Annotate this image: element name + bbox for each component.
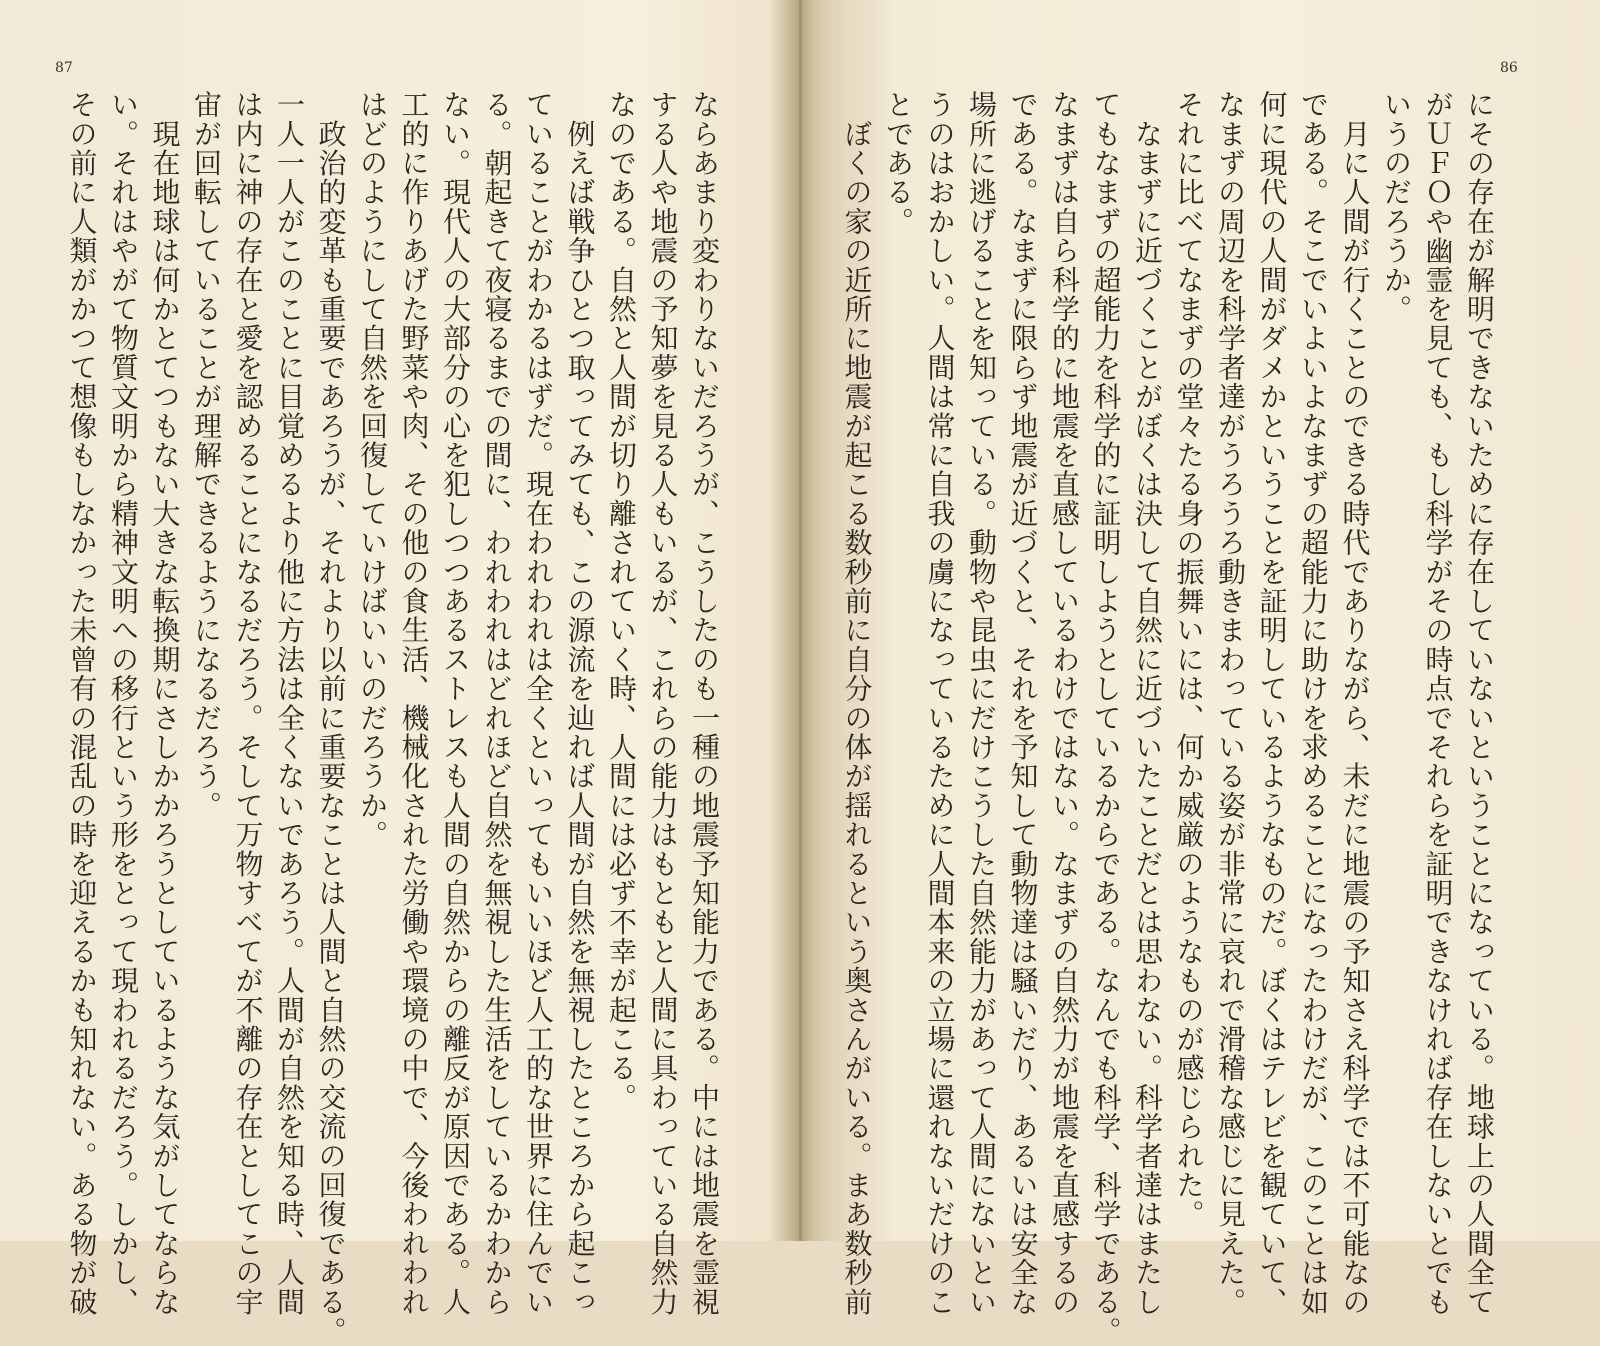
text-line: なのである。自然と人間が切り離されていく時、人間には必ず不幸が起こる。	[605, 90, 638, 1112]
text-line: なまずは自ら科学的に地震を直感しているわけではない。なまずの自然力が地震を直感するの	[1048, 90, 1081, 1317]
body-text	[836, 90, 1500, 1346]
text-line: ていることがわかるはずだ。現在われわれは全くといってもいいほど人工的な世界に住んでい	[522, 90, 555, 1317]
text-line: ならあまり変わりないだろうが、こうしたのも一種の地震予知能力である。中には地震を霊視	[688, 90, 721, 1317]
text-line: 一人一人がこのことに目覚めるより他に方法は全くないであろう。人間が自然を知る時、人間	[273, 90, 306, 1317]
page-number: 87	[55, 60, 73, 76]
text-line: は内に神の存在と愛を認めることになるだろう。そして万物すべてが不離の存在としてこの宇	[231, 90, 265, 1317]
text-line: である。なまずに限らず地震が近づくと、それを予知して動物達は騒いだり、あるいは安全な	[1006, 90, 1040, 1317]
text-line: 現在地球は何かとてつもない大きな転換期にさしかかろうとしているような気がしてならな	[148, 90, 182, 1317]
text-line: する人や地震の予知夢を見る人もいるが、これらの能力はもともと人間に具わっている自然力	[646, 90, 680, 1317]
text-line: 場所に逃げることを知っている。動物や昆虫にだけこうした自然能力があって人間にないとい	[965, 90, 998, 1317]
text-line: 例えば戦争ひとつ取ってみても、この源流を辿れば人間が自然を無視したところから起こっ	[563, 90, 597, 1317]
text-line: てもなまずの超能力を科学的に証明しようとしているからである。なんでも科学、科学である。	[1089, 90, 1123, 1346]
text-line: 月に人間が行くことのできる時代でありながら、未だに地震の予知さえ科学では不可能なの	[1338, 90, 1372, 1317]
text-line: ぼくの家の近所に地震が起こる数秒前に自分の体が揺れるという奥さんがいる。まあ数秒前	[840, 90, 874, 1317]
text-line: 宙が回転していることが理解できるようになるだろう。	[190, 90, 223, 820]
text-line: はどのようにして自然を回復していけばいいのだろうか。	[356, 90, 389, 850]
text-line: とである。	[882, 90, 915, 236]
text-line: 政治的変革も重要であろうが、それより以前に重要なことは人間と自然の交流の回復である。	[314, 90, 348, 1346]
text-line: それに比べてなまずの堂々たる身の振舞いには、何か威厳のようなものが感じられた。	[1172, 90, 1206, 1229]
right-page	[810, 0, 1600, 1346]
left-page	[0, 0, 790, 1346]
text-line: い。それはやがて物質文明から精神文明への移行という形をとって現われるだろう。しかし、	[107, 90, 140, 1317]
text-line: その前に人類がかつて想像もしなかった未曾有の混乱の時を迎えるかも知れない。ある物が破	[65, 90, 99, 1317]
text-line: にその存在が解明できないために存在していないということになっている。地球上の人間全て	[1463, 90, 1496, 1317]
text-line: ない。現代人の大部分の心を犯しつつあるストレスも人間の自然からの離反が原因である。人	[439, 90, 472, 1317]
body-text	[61, 90, 725, 1346]
text-line: である。そこでいよいよなまずの超能力に助けを求めることになったわけだが、このことは如	[1297, 90, 1330, 1317]
text-line: る。朝起きて夜寝るまでの間に、われわれはどれほど自然を無視した生活をしているかわから	[480, 90, 514, 1317]
text-line: 工的に作りあげた野菜や肉、その他の食生活、機械化された労働や環境の中で、今後われわれ	[397, 90, 431, 1317]
text-line: なまずに近づくことがぼくは決して自然に近づいたことだとは思わない。科学者達はまたし	[1131, 90, 1164, 1317]
text-line: なまずの周辺を科学者達がうろうろ動きまわっている姿が非常に哀れで滑稽な感じに見えた。	[1214, 90, 1247, 1317]
page-number: 86	[1500, 60, 1518, 76]
text-line: うのはおかしい。人間は常に自我の虜になっているために人間本来の立場に還れないだけのこ	[923, 90, 957, 1317]
text-line: 何に現代の人間がダメかということを証明しているようなものだ。ぼくはテレビを観ていて、	[1255, 90, 1289, 1317]
text-line: がＵＦＯや幽霊を見ても、もし科学がその時点でそれらを証明できなければ存在しないとでも	[1421, 90, 1455, 1317]
text-line: いうのだろうか。	[1380, 90, 1413, 324]
